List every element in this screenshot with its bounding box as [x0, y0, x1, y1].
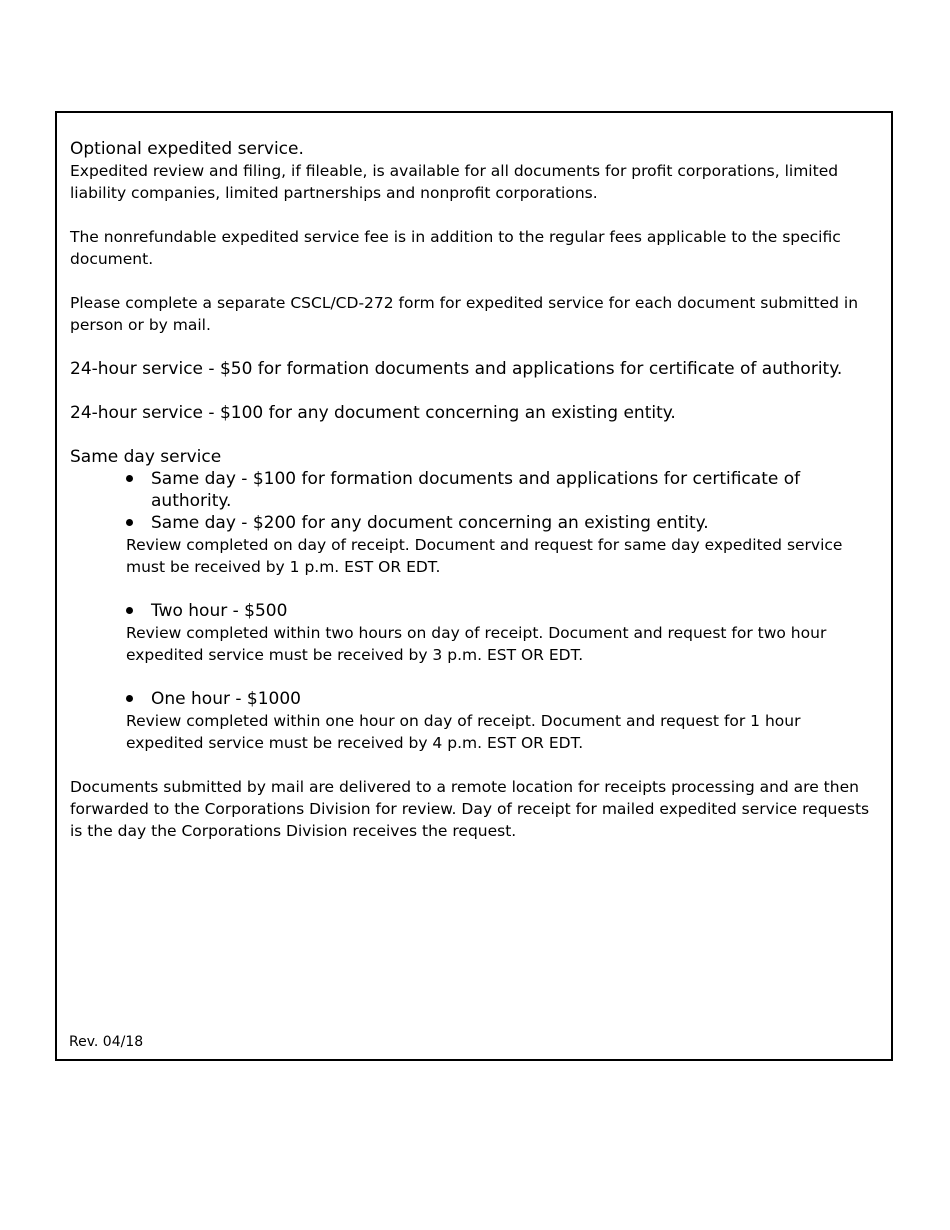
section-title: Optional expedited service.: [70, 139, 304, 159]
list-item: [126, 600, 882, 622]
same-day-list: [126, 468, 882, 534]
list-item: [126, 688, 882, 710]
list-item: [126, 512, 882, 534]
document-frame: [55, 111, 893, 1061]
bullet-icon: [126, 695, 133, 702]
one-hour-list: [126, 688, 882, 710]
revision-label: Rev. 04/18: [69, 1034, 144, 1050]
bullet-icon: [126, 475, 133, 482]
service-24-existing: 24-hour service - $100 for any document concerning an existing entity.: [70, 403, 676, 423]
list-item: [126, 468, 882, 512]
mail-note: Documents submitted by mail are delivered to a remote location for receipts processing and are then forwarded to the Corporations Division for review. Day of receipt for mailed expedited service requests is the day the Corporations Division receives the request.: [70, 778, 870, 840]
one-hour-note: Review completed within one hour on day of receipt. Document and request for 1 hour expedited service must be received by 4 p.m. EST OR EDT.: [126, 712, 801, 752]
bullet-icon: [126, 519, 133, 526]
same-day-existing-item: Same day - $200 for any document concerning an existing entity.: [151, 513, 709, 533]
same-day-note: Review completed on day of receipt. Document and request for same day expedited service must be received by 1 p.m. EST OR EDT.: [126, 536, 843, 576]
same-day-heading: Same day service: [70, 447, 222, 467]
same-day-block: [126, 468, 882, 754]
two-hour-note: Review completed within two hours on day of receipt. Document and request for two hour expedited service must be received by 3 p.m. EST OR EDT.: [126, 624, 827, 664]
one-hour-item: One hour - $1000: [151, 689, 301, 709]
two-hour-item: Two hour - $500: [151, 601, 288, 621]
form-note: Please complete a separate CSCL/CD-272 form for expedited service for each document submitted in person or by mail.: [70, 294, 859, 334]
fee-note: The nonrefundable expedited service fee is in addition to the regular fees applicable to the specific document.: [70, 228, 841, 268]
bullet-icon: [126, 607, 133, 614]
same-day-formation-item: Same day - $100 for formation documents and applications for certificate of authority.: [151, 469, 801, 511]
document-content: [70, 138, 882, 842]
two-hour-list: [126, 600, 882, 622]
intro-text: Expedited review and filing, if fileable, is available for all documents for profit corporations, limited liability companies, limited partnerships and nonprofit corporations.: [70, 162, 839, 202]
service-24-formation: 24-hour service - $50 for formation documents and applications for certificate of authority.: [70, 359, 843, 379]
